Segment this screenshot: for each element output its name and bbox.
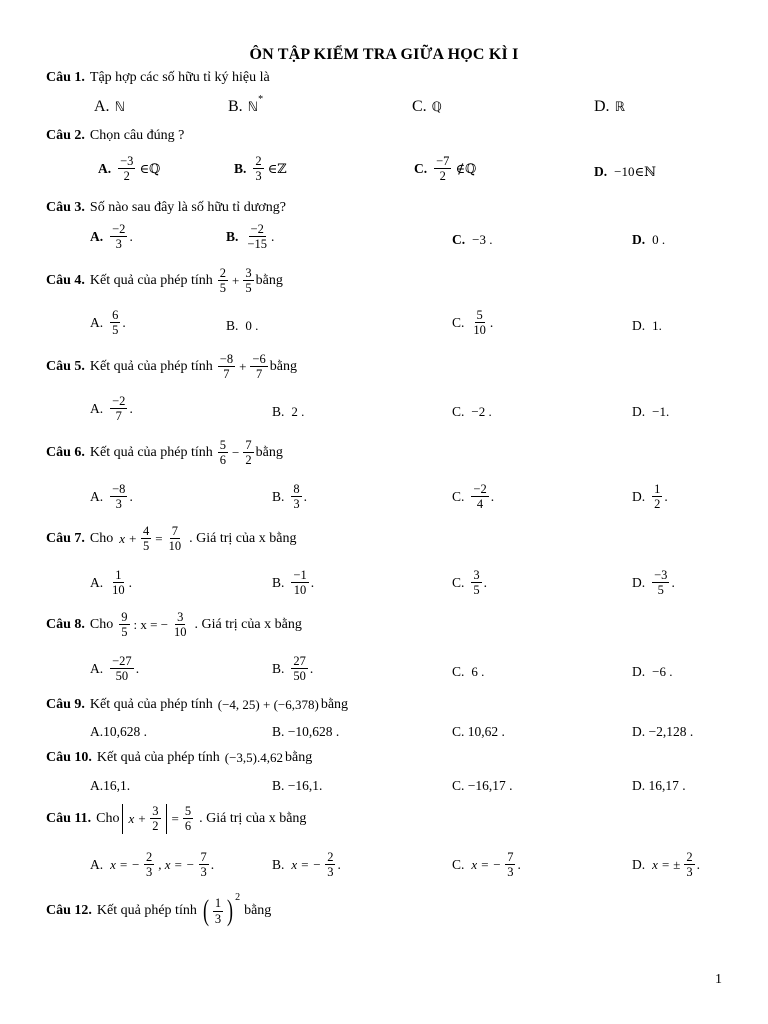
option-d: D. x = ± $\frac{2}{3}$ . (632, 850, 700, 880)
option-c: C. 6 . (452, 664, 485, 679)
option-d: D. $\frac{1}{2}$ . (632, 482, 668, 512)
page-number: 1 (715, 972, 722, 987)
question-text: Tập hợp các số hữu tỉ ký hiệu là (89, 70, 270, 85)
option-a: A. $\frac{-3}{2}$ ∈ℚ (98, 154, 161, 184)
option-d: D. −6 . (632, 664, 673, 679)
question-6: Câu 6. Kết quả của phép tính $\frac{5}{6}$ − $\frac{7}{2}$ bằng (46, 438, 283, 468)
question-5: Câu 5. Kết quả của phép tính $\frac{-8}{7}$ + $\frac{-6}{7}$ bằng (46, 352, 297, 382)
option-c: C. ℚ (412, 98, 442, 115)
option-b: B. $\frac{27}{50}$ . (272, 654, 314, 684)
option-c: C. −16,17 . (452, 778, 513, 793)
question-9: Câu 9. Kết quả của phép tính (−4, 25) + (−6,378) bằng (46, 697, 349, 712)
option-d: D. 1. (632, 318, 662, 333)
option-d: D. −10∈ℕ (594, 164, 656, 179)
option-c: C. $\frac{-7}{2}$ ∉ℚ (414, 154, 477, 184)
option-d: D. −2,128 . (632, 724, 694, 739)
option-b: B. $\frac{2}{3}$ ∈ℤ (234, 154, 287, 184)
option-c: C. $\frac{5}{10}$ . (452, 308, 494, 338)
option-a: A.16,1. (90, 778, 131, 793)
option-b: B. −10,628 . (272, 724, 340, 739)
option-a: A. $\frac{1}{10}$ . (90, 568, 132, 598)
question-12: Câu 12. Kết quả phép tính ( $\frac{1}{3}$ ) 2 bằng (46, 892, 272, 927)
option-a: A. $\frac{-8}{3}$ . (90, 482, 133, 512)
option-a: A. $\frac{6}{5}$ . (90, 308, 126, 338)
question-11: Câu 11. Cho x + $\frac{3}{2}$ = $\frac{5}{6}$ . Giá trị của x bằng (46, 804, 307, 834)
option-a: A. $\frac{-27}{50}$ . (90, 654, 140, 684)
option-b: B. 0 . (226, 318, 259, 333)
option-d: D. ℝ (594, 98, 625, 115)
question-8: Câu 8. Cho $\frac{9}{5}$ : x = − $\frac{3}{10}$ . Giá trị của x bằng (46, 610, 302, 640)
option-b: B. $\frac{-1}{10}$ . (272, 568, 315, 598)
question-2: Câu 2. Chọn câu đúng ? (46, 128, 185, 143)
option-d: D. $\frac{-3}{5}$ . (632, 568, 675, 598)
option-c: C. 10,62 . (452, 724, 505, 739)
option-a: A. $\frac{-2}{7}$ . (90, 394, 133, 424)
option-c: C. x = − $\frac{7}{3}$ . (452, 850, 521, 880)
option-d: D. 16,17 . (632, 778, 686, 793)
question-3: Câu 3. Số nào sau đây là số hữu tỉ dương? (46, 200, 286, 215)
question-10: Câu 10. Kết quả của phép tính (−3,5).4,62 bằng (46, 750, 313, 765)
option-a: A. ℕ (94, 98, 125, 115)
option-b: B. ℕ * (228, 94, 264, 115)
option-c: C. $\frac{3}{5}$ . (452, 568, 488, 598)
option-a: A.10,628 . (90, 724, 147, 739)
option-c: C. −2 . (452, 404, 492, 419)
question-7: Câu 7. Cho x + $\frac{4}{5}$ = $\frac{7}{10}$ . Giá trị của x bằng (46, 524, 297, 554)
option-b: B. −16,1. (272, 778, 323, 793)
option-c: C. −3 . (452, 232, 493, 247)
option-b: B. 2 . (272, 404, 305, 419)
option-a: A. $\frac{-2}{3}$ . (90, 222, 133, 252)
option-d: D. −1. (632, 404, 670, 419)
option-b: B. $\frac{-2}{-15}$ . (226, 222, 275, 252)
option-a: A. x = − $\frac{2}{3}$ , x = − $\frac{7}{3}$ . (90, 850, 215, 880)
parenthesized-fraction: ( $\frac{1}{3}$ ) 2 (202, 892, 241, 927)
option-b: B. $\frac{8}{3}$ . (272, 482, 308, 512)
option-b: B. x = − $\frac{2}{3}$ . (272, 850, 341, 880)
page-title: ÔN TẬP KIỂM TRA GIỮA HỌC KÌ I (249, 46, 519, 63)
option-d: D. 0 . (632, 232, 666, 247)
question-label: Câu 1. (46, 70, 85, 85)
absolute-value: x + $\frac{3}{2}$ (122, 804, 166, 834)
option-c: C. $\frac{-2}{4}$ . (452, 482, 495, 512)
question-1 (46, 70, 270, 86)
question-4: Câu 4. Kết quả của phép tính $\frac{2}{5}$ + $\frac{3}{5}$ bằng (46, 266, 283, 296)
